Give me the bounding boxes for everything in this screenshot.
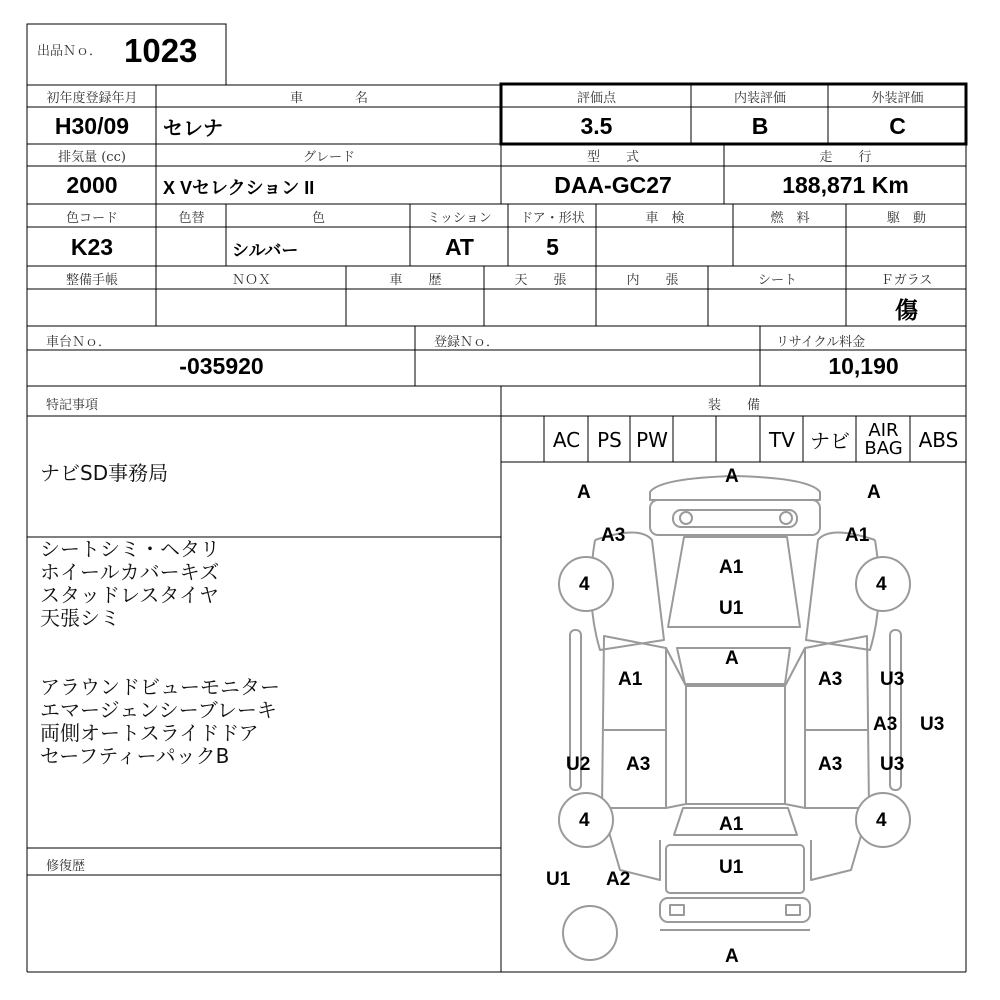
damage-front-bumper: A — [725, 466, 739, 487]
equipment-ps: PS — [597, 427, 622, 452]
note-item: エマージェンシーブレーキ — [40, 698, 277, 722]
damage-right-side-u: U3 — [920, 714, 945, 735]
nox-label: ＮＯＸ — [231, 272, 271, 288]
inspection-label: 車 検 — [645, 210, 685, 226]
spare-tire — [563, 906, 617, 960]
equipment-abs: ABS — [918, 427, 959, 452]
damage-hood-2: U1 — [719, 598, 744, 619]
registration-number-label: 登録Ｎｏ． — [434, 335, 500, 350]
note-item: ホイールカバーキズ — [40, 560, 220, 584]
repaint-label: 色替 — [178, 210, 205, 226]
reg-year-label: 初年度登録年月 — [46, 91, 138, 106]
equipment-item — [717, 417, 760, 462]
mileage-value: 188,871 Km — [782, 172, 909, 198]
car-name-value: セレナ — [163, 118, 223, 140]
ceiling-value — [485, 290, 596, 326]
note-item: シートシミ・ヘタリ — [40, 537, 220, 561]
damage-front-right-corner: A — [867, 482, 881, 503]
seat-label: シート — [757, 272, 797, 288]
score-value: 3.5 — [580, 112, 613, 139]
damage-left-rear-tire: 4 — [579, 810, 590, 831]
damage-left-front-fender: A3 — [601, 525, 626, 546]
lot-number-label: 出品Ｎｏ． — [37, 44, 103, 59]
color-value: シルバー — [232, 241, 299, 260]
car-name-label: 車 名 — [289, 91, 368, 106]
fglass-value: 傷 — [895, 296, 918, 323]
damage-hood-1: A1 — [719, 557, 744, 578]
grade-label: グレード — [302, 150, 355, 165]
color-label: 色 — [311, 210, 325, 226]
notes-block-3 — [40, 676, 280, 768]
registration-number-value — [416, 351, 760, 381]
maintenance-value — [28, 290, 156, 326]
inner-panel-value — [597, 290, 708, 326]
damage-tailgate: U1 — [719, 857, 744, 878]
note-item: セーフティーパックB — [40, 744, 230, 768]
recycle-fee-value: 10,190 — [828, 352, 899, 379]
damage-right-front-fender: A1 — [845, 525, 870, 546]
damage-rear-bumper: A — [725, 946, 739, 967]
equipment-label: 装 備 — [707, 397, 760, 413]
damage-right-side-a: A3 — [873, 714, 898, 735]
fglass-label: Ｆガラス — [880, 272, 933, 288]
inner-panel-label: 内 張 — [626, 272, 679, 288]
equipment-airbag: AIR BAG — [864, 419, 903, 459]
notes-block-2 — [40, 538, 220, 630]
equipment-ac: AC — [552, 427, 581, 452]
mission-label: ミッション — [427, 210, 492, 226]
drive-value — [847, 228, 966, 266]
color-code-label: 色コード — [65, 210, 118, 226]
equipment-item — [674, 417, 716, 462]
equipment-tv: TV — [769, 427, 795, 452]
history-label: 車 歴 — [389, 272, 442, 288]
drive-label: 駆 動 — [886, 210, 926, 226]
note-item: アラウンドビューモニター — [40, 675, 280, 699]
repaint-value — [157, 228, 226, 266]
notes-label: 特記事項 — [46, 398, 99, 413]
equipment-navi: ナビ — [810, 429, 850, 453]
damage-left-front-door: A1 — [618, 669, 643, 690]
interior-grade-value: B — [751, 112, 769, 139]
note-item: 天張シミ — [40, 606, 120, 630]
doors-value: 5 — [546, 233, 559, 260]
score-label: 評価点 — [576, 91, 616, 106]
damage-right-rear-tire: 4 — [876, 810, 887, 831]
seat-value — [709, 290, 846, 326]
mission-value: AT — [445, 233, 474, 260]
mileage-label: 走 行 — [819, 150, 872, 165]
model-value: DAA-GC27 — [554, 172, 672, 198]
fuel-value — [734, 228, 846, 266]
damage-right-front-tire: 4 — [876, 574, 887, 595]
chassis-number-label: 車台Ｎｏ． — [46, 335, 112, 350]
damage-left-rear-quarter-a: A2 — [606, 869, 631, 890]
damage-left-rear-quarter-u: U1 — [546, 869, 571, 890]
exterior-grade-value: C — [889, 112, 906, 139]
damage-front-left-corner: A — [577, 482, 591, 503]
color-code-value: K23 — [70, 233, 114, 260]
model-label: 型 式 — [586, 150, 639, 165]
history-value — [347, 290, 484, 326]
damage-right-front-door-2: U3 — [880, 669, 905, 690]
damage-left-front-tire: 4 — [579, 574, 590, 595]
inspection-value — [597, 228, 733, 266]
displacement-value: 2000 — [66, 172, 118, 198]
note-item: 両側オートスライドドア — [40, 721, 259, 745]
grade-value: X Vセレクション II — [163, 178, 315, 198]
nox-value — [157, 290, 346, 326]
damage-left-rear-a: A3 — [626, 754, 651, 775]
recycle-fee-label: リサイクル料金 — [776, 335, 866, 350]
lot-number-value: 1023 — [124, 32, 198, 69]
damage-right-rear-a: A3 — [818, 754, 843, 775]
interior-grade-label: 内装評価 — [733, 91, 786, 106]
displacement-label: 排気量 (cc) — [58, 150, 126, 165]
exterior-grade-label: 外装評価 — [871, 91, 924, 106]
doors-label: ドア・形状 — [520, 210, 585, 226]
repair-history-label: 修復歴 — [46, 859, 86, 874]
note-item: スタッドレスタイヤ — [40, 583, 219, 607]
notes-line-1: ナビSD事務局 — [40, 461, 169, 485]
damage-right-rear-u: U3 — [880, 754, 905, 775]
damage-rear-glass: A1 — [719, 814, 744, 835]
equipment-pw: PW — [636, 427, 668, 452]
ceiling-label: 天 張 — [514, 272, 567, 288]
maintenance-label: 整備手帳 — [65, 272, 118, 288]
damage-right-front-door: A3 — [818, 669, 843, 690]
fuel-label: 燃 料 — [770, 210, 810, 226]
equipment-item — [502, 417, 544, 462]
chassis-number-value: -035920 — [179, 352, 264, 379]
damage-windshield: A — [725, 648, 739, 669]
damage-left-rear-u: U2 — [566, 754, 591, 775]
reg-year-value: H30/09 — [54, 112, 130, 139]
